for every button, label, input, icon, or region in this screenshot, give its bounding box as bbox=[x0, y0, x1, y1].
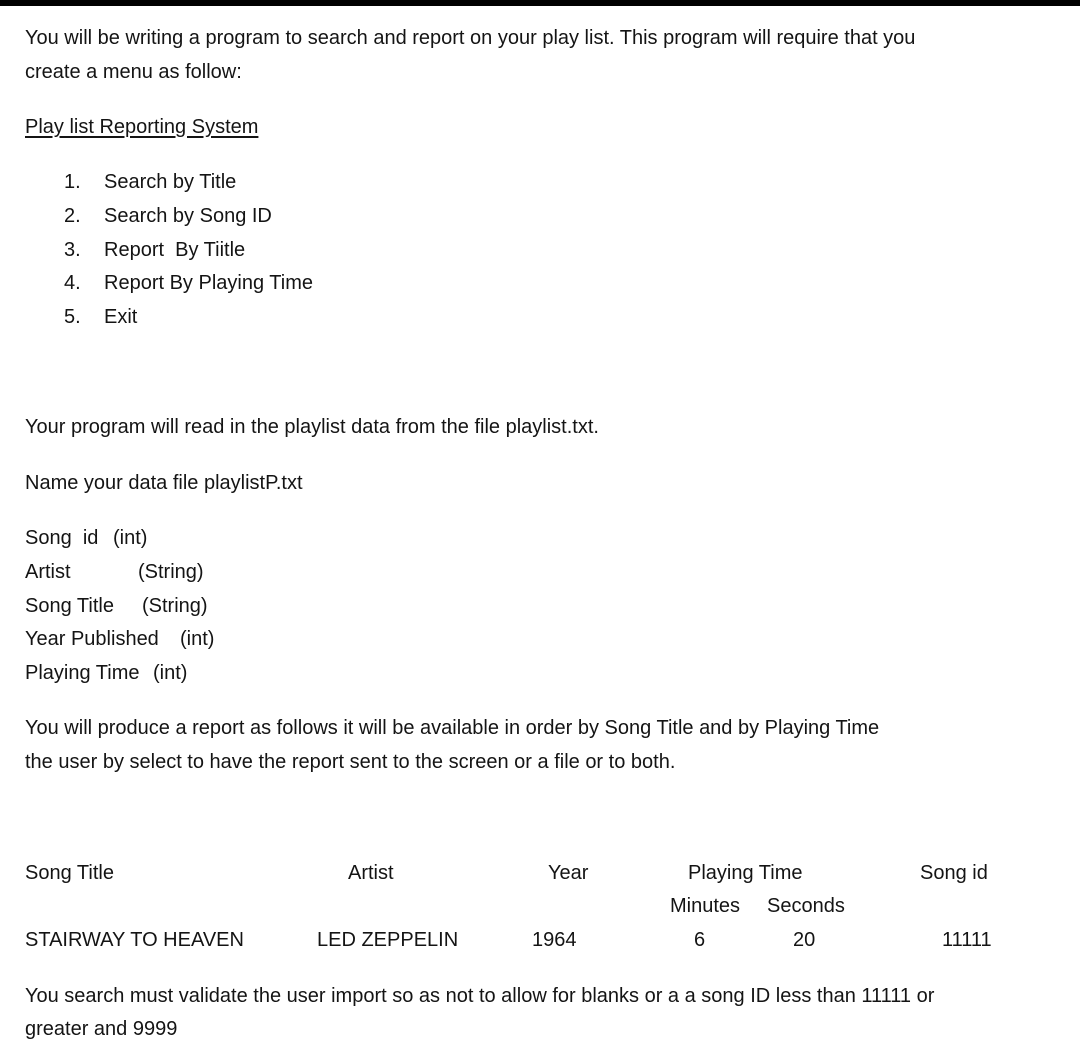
field-type: (String) bbox=[138, 561, 204, 583]
report-desc-line-2: the user by select to have the report sent to the screen or a file or to both. bbox=[25, 751, 676, 773]
header-year: Year bbox=[548, 862, 589, 884]
field-name: Song Title bbox=[25, 595, 114, 617]
menu-item-number: 3. bbox=[64, 239, 81, 261]
menu-item-number: 5. bbox=[64, 306, 81, 328]
field-type: (String) bbox=[142, 595, 208, 617]
header-playing-time: Playing Time bbox=[688, 862, 803, 884]
read-file-line: Your program will read in the playlist data from the file playlist.txt. bbox=[25, 416, 599, 438]
cell-song-id: 11111 bbox=[942, 929, 992, 951]
field-type: (int) bbox=[180, 628, 215, 650]
top-border bbox=[0, 0, 1080, 6]
menu-item-label: Report By Playing Time bbox=[104, 272, 313, 294]
intro-line-1: You will be writing a program to search and report on your play list. This program will require that you bbox=[25, 27, 916, 49]
intro-line-2: create a menu as follow: bbox=[25, 61, 242, 83]
menu-item-label: Search by Song ID bbox=[104, 205, 272, 227]
field-type: (int) bbox=[113, 527, 148, 549]
cell-seconds: 20 bbox=[793, 929, 816, 951]
field-name: Playing Time bbox=[25, 662, 140, 684]
menu-item-number: 2. bbox=[64, 205, 81, 227]
name-file-line: Name your data file playlistP.txt bbox=[25, 472, 303, 494]
field-type: (int) bbox=[153, 662, 188, 684]
cell-artist: LED ZEPPELIN bbox=[317, 929, 459, 951]
menu-item-label: Exit bbox=[104, 306, 138, 328]
field-name: Year Published bbox=[25, 628, 159, 650]
field-name: Artist bbox=[25, 561, 71, 583]
menu-item-label: Report By Tiitle bbox=[104, 239, 246, 261]
validate-line-1: You search must validate the user import so as not to allow for blanks or a a song ID less than 11111 or bbox=[25, 985, 935, 1007]
menu-heading: Play list Reporting System bbox=[25, 116, 259, 138]
cell-minutes: 6 bbox=[694, 929, 706, 951]
header-song-id: Song id bbox=[920, 862, 988, 884]
header-artist: Artist bbox=[348, 862, 394, 884]
header-song-title: Song Title bbox=[25, 862, 114, 884]
header-seconds: Seconds bbox=[767, 895, 845, 917]
menu-item-label: Search by Title bbox=[104, 171, 237, 193]
validate-line-2: greater and 9999 bbox=[25, 1018, 178, 1040]
report-desc-line-1: You will produce a report as follows it will be available in order by Song Title and by Playing Time bbox=[25, 717, 880, 739]
cell-song-title: STAIRWAY TO HEAVEN bbox=[25, 929, 244, 951]
menu-item-number: 1. bbox=[64, 171, 81, 193]
cell-year: 1964 bbox=[532, 929, 577, 951]
menu-item-number: 4. bbox=[64, 272, 81, 294]
field-name: Song id bbox=[25, 527, 99, 549]
header-minutes: Minutes bbox=[670, 895, 741, 917]
